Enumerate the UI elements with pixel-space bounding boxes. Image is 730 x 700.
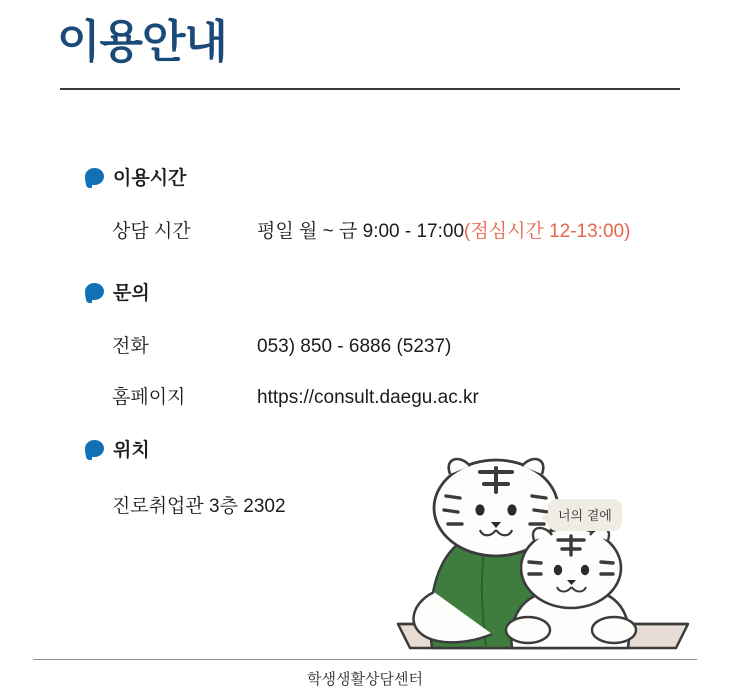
info-row-consult-hours [112,216,630,243]
teardrop-bullet-icon [85,283,104,300]
row-value-note: (점심시간 12-13:00) [464,221,631,242]
location-text: 진로취업관 3층 2302 [112,496,286,517]
section-header-contact [85,278,150,305]
footer-divider [33,659,697,660]
section-label: 문의 [113,283,150,304]
row-value: 053) 850 - 6886 (5237) [257,336,452,357]
teardrop-bullet-icon [85,440,104,457]
speech-bubble: 너의 곁에 [548,499,622,531]
section-header-location [85,435,150,462]
footer-label: 학생생활상담센터 [307,671,423,688]
mascot-illustration [388,452,708,660]
title-divider [60,88,680,90]
row-key: 홈페이지 [112,387,186,408]
teardrop-bullet-icon [85,168,104,185]
section-label: 위치 [113,440,150,461]
section-label: 이용시간 [113,168,187,189]
row-value: 평일 월 ~ 금 9:00 - 17:00 [257,221,465,242]
row-key: 전화 [112,336,149,357]
info-row-homepage [112,382,479,409]
page-title: 이용안내 [57,16,227,67]
row-value-link[interactable]: https://consult.daegu.ac.kr [257,387,479,408]
row-key: 상담 시간 [112,221,191,242]
info-row-phone [112,331,451,358]
section-header-hours [85,163,186,190]
